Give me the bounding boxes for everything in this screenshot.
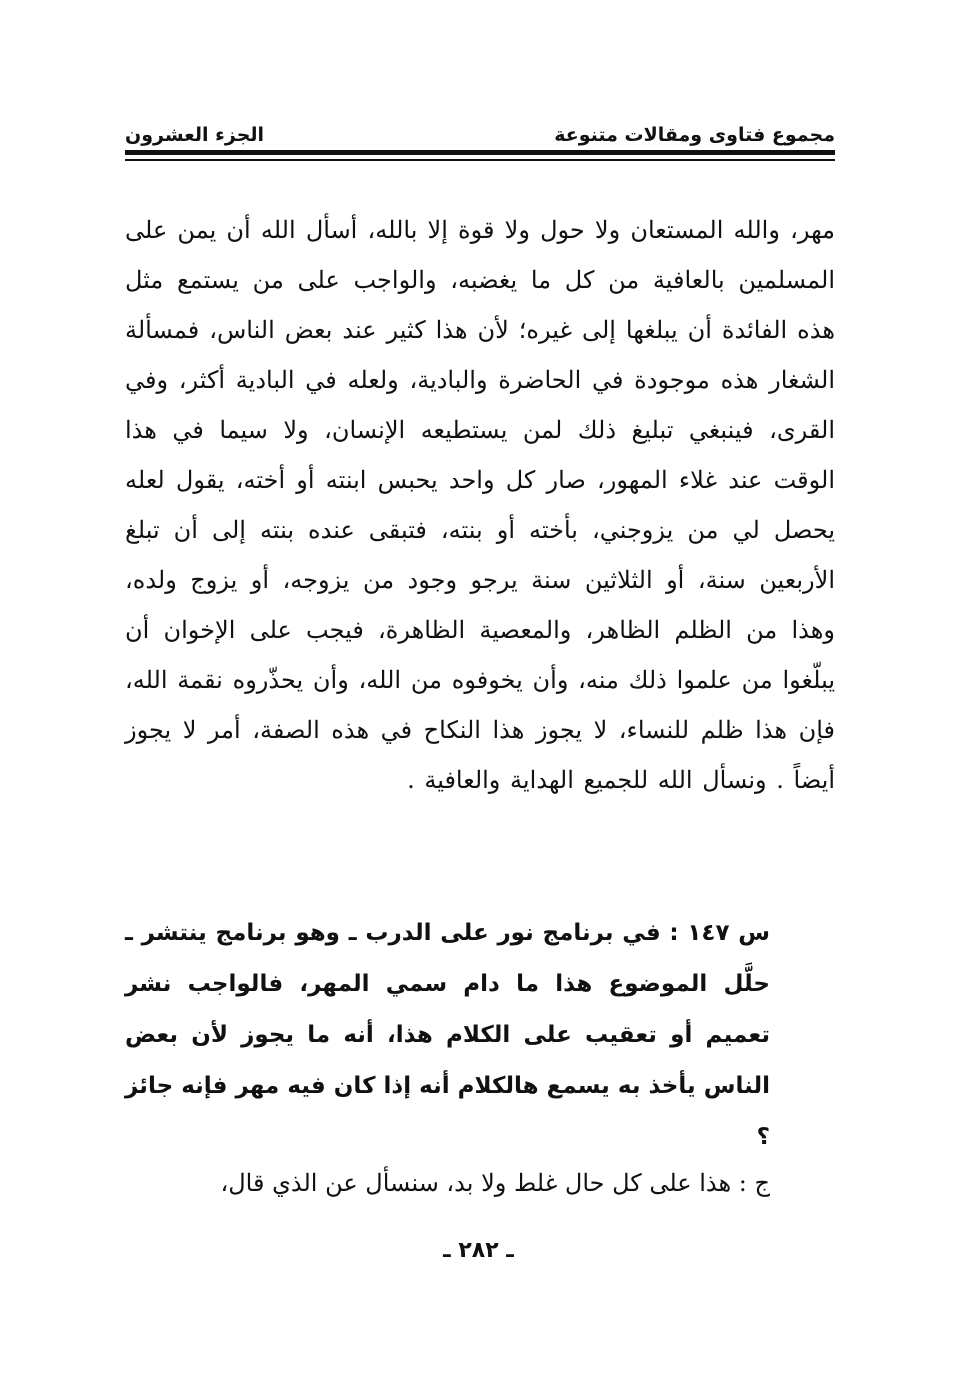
book-title: مجموع فتاوى ومقالات متنوعة [554,124,835,146]
page-number: ـ ٢٨٢ ـ [443,1238,514,1263]
body-paragraph: مهر، والله المستعان ولا حول ولا قوة إلا بالله، أسأل الله أن يمن على المسلمين بالعافية من كل ما يغضبه، والواجب على من يستمع مثل هذه الفائدة أن يبلغها إلى غيره؛ لأن هذا كثير عند بعض الناس، فمسألة الشغار هذه موجودة في الحاضرة والبادية، ولعله في البادية أكثر، وفي القرى، فينبغي تبليغ ذلك لمن يستطيعه الإنسان، ولا سيما في هذا الوقت عند غلاء المهور، صار كل واحد يحبس ابنته أو أخته، يقول لعله يحصل لي من يزوجني، بأخته أو بنته، فتبقى عنده بنته إلى أن تبلغ الأربعين سنة، أو الثلاثين سنة يرجو وجود من يزوجه، أو يزوج ولده، وهذا من الظلم الظاهر، والمعصية الظاهرة، فيجب على الإخوان أن يبلّغوا من علموا ذلك منه، وأن يخوفوه من الله، وأن يحذّروه نقمة الله، فإن هذا ظلم للنساء، لا يجوز هذا النكاح في هذه الصفة، أمر لا يجوز أيضاً . ونسأل الله للجميع الهداية والعافية . [125,216,836,794]
question-paragraph: س ١٤٧ : في برنامج نور على الدرب ـ وهو برنامج ينتشر ـ حلَّل الموضوع هذا ما دام سمي المهر، فالواجب نشر تعميم أو تعقيب على الكلام هذا، أنه ما يجوز لأن بعض الناس يأخذ به يسمع هالكلام أنه إذا كان فيه مهر فإنه جائز ؟ [125,920,771,1150]
header-rule-thin [125,159,835,161]
running-header [125,112,835,146]
answer-paragraph: ج : هذا على كل حال غلط ولا بد، سنسأل عن الذي قال، [220,1169,770,1197]
header-rule-thick [125,150,835,155]
volume-label: الجزء العشرون [125,124,265,146]
